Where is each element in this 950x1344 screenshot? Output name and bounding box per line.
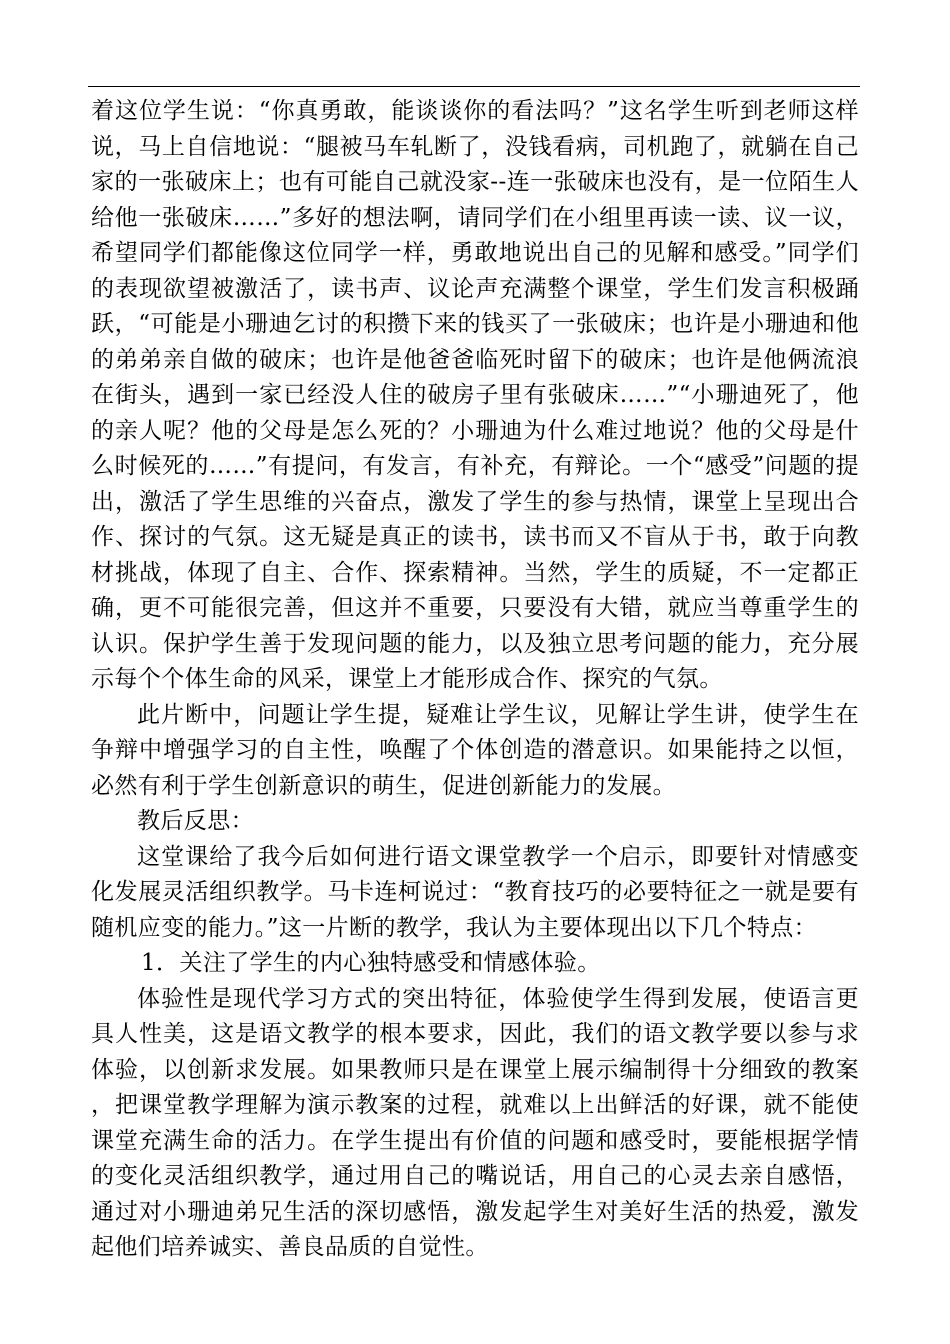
paragraph-continued: 着这位学生说：“你真勇敢，能谈谈你的看法吗？”这名学生听到老师这样说，马上自信地说：“腿被马车轧断了，没钱看病，司机跑了，就躺在自己家的一张破床上；也有可能自己就没家--连一张破床也没有，是一位陌生人给他一张破床……”多好的想法啊，请同学们在小组里再读一读、议一议，希望同学们都能像这位同学一样，勇敢地说出自己的见解和感受。”同学们的表现欲望被激活了，读书声、议论声充满整个课堂，学生们发言积极踊跃，“可能是小珊迪乞讨的积攒下来的钱买了一张破床；也许是小珊迪和他的弟弟亲自做的破床；也许是他爸爸临死时留下的破床；也许是他俩流浪在街头，遇到一家已经没人住的破房子里有张破床……”“小珊迪死了，他的亲人呢？他的父母是怎么死的？小珊迪为什么难过地说？他的父母是什么时候死的……”有提问，有发言，有补充，有辩论。一个“感受”问题的提出，激活了学生思维的兴奋点，激发了学生的参与热情，课堂上呈现出合作、探讨的气氛。这无疑是真正的读书，读书而又不盲从于书，敢于向教材挑战，体现了自主、合作、探索精神。当然，学生的质疑，不一定都正确，更不可能很完善，但这并不重要，只要没有大错，就应当尊重学生的认识。保护学生善于发现问题的能力，以及独立思考问题的能力，充分展示每个个体生命的风采，课堂上才能形成合作、探究的气氛。 [91, 98, 859, 692]
paragraph-experience: 体验性是现代学习方式的突出特征，体验使学生得到发展，使语言更具人性美，这是语文教学的根本要求，因此，我们的语文教学要以参与求体验，以创新求发展。如果教师只是在课堂上展示编制得十分细致的教案，把课堂教学理解为演示教案的过程，就难以上出鲜活的好课，就不能使课堂充满生命的活力。在学生提出有价值的问题和感受时，要能根据学情的变化灵活组织教学，通过用自己的嘴说话，用自己的心灵去亲自感悟，通过对小珊迪弟兄生活的深切感悟，激发起学生对美好生活的热爱，激发起他们培养诚实、善良品质的自觉性。 [91, 985, 859, 1260]
header-rule [88, 86, 860, 87]
paragraph-summary: 此片断中，问题让学生提，疑难让学生议，见解让学生讲，使学生在争辩中增强学习的自主性，唤醒了个体创造的潜意识。如果能持之以恒，必然有利于学生创新意识的萌生，促进创新能力的发展。 [91, 701, 859, 799]
list-item-1: 1．关注了学生的内心独特感受和情感体验。 [141, 950, 601, 976]
paragraph-reflection-intro: 这堂课给了我今后如何进行语文课堂教学一个启示，即要针对情感变化发展灵活组织教学。马卡连柯说过：“教育技巧的必要特征之一就是要有随机应变的能力。”这一片断的教学，我认为主要体现出以下几个特点： [91, 843, 859, 941]
section-heading-reflection: 教后反思： [137, 808, 254, 834]
document-body [91, 94, 859, 1266]
